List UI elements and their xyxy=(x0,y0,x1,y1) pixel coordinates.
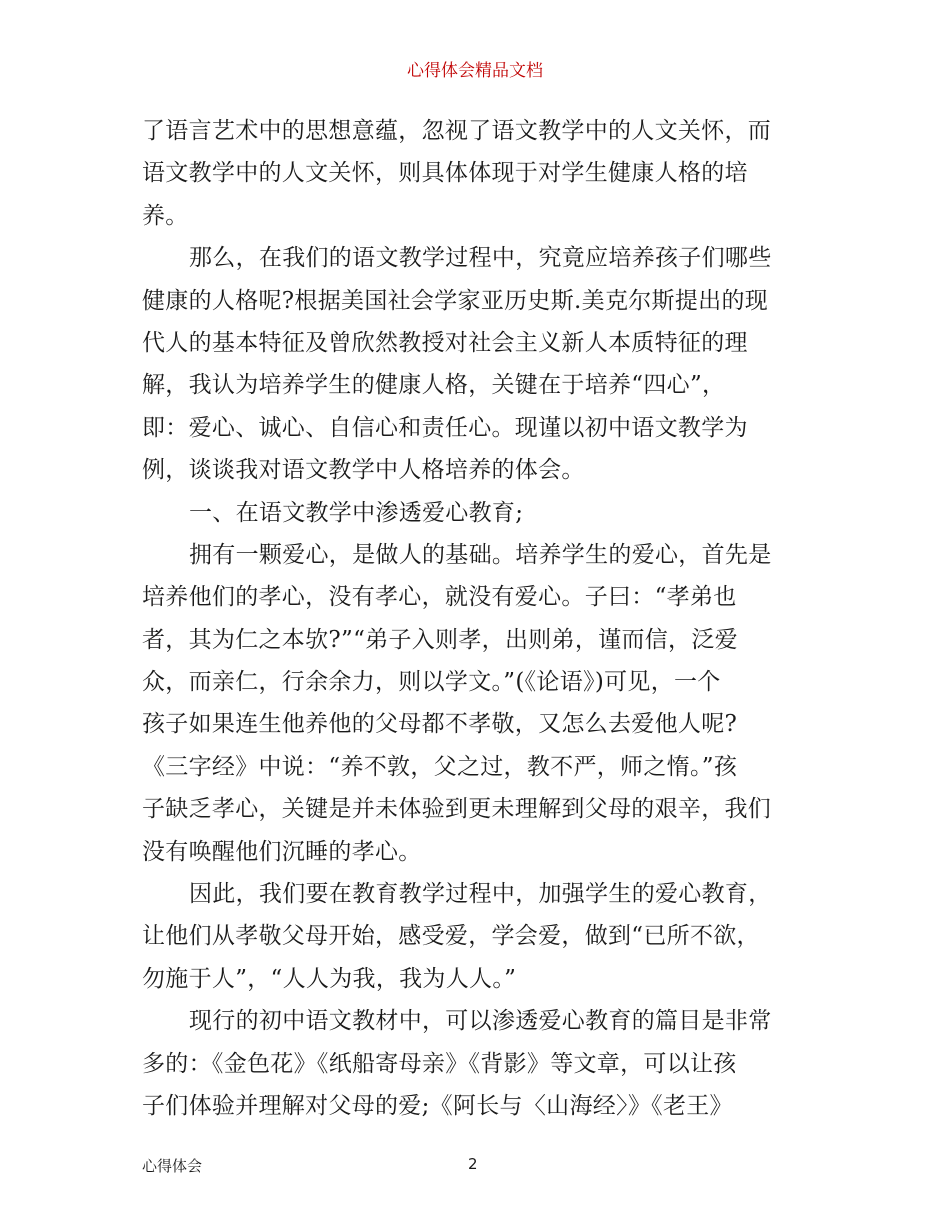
text-line: 培养他们的孝心，没有孝心，就没有爱心。子曰：“孝弟也 xyxy=(142,584,737,611)
text-line: 一、在语文教学中渗透爱心教育; xyxy=(189,499,524,526)
text-line: 养。 xyxy=(142,202,189,229)
text-line: 例，谈谈我对语文教学中人格培养的体会。 xyxy=(142,457,585,484)
text-line: 现行的初中语文教材中，可以渗透爱心教育的篇目是非常 xyxy=(189,1008,772,1035)
document-body xyxy=(142,110,812,1127)
text-line: 解，我认为培养学生的健康人格，关键在于培养“四心”， xyxy=(142,372,726,399)
page-footer xyxy=(0,1155,950,1179)
page-header xyxy=(0,56,950,81)
text-line: 者，其为仁之本欤?”“弟子入则孝，出则弟，谨而信，泛爱 xyxy=(142,626,738,653)
text-line: 子缺乏孝心，关键是并未体验到更未理解到父母的艰辛，我们 xyxy=(142,796,772,823)
text-line: 《三字经》中说：“养不敦，父之过，教不严，师之惰。”孩 xyxy=(142,753,738,780)
header-title: 心得体会精品文档 xyxy=(407,61,543,81)
text-line: 那么，在我们的语文教学过程中，究竟应培养孩子们哪些 xyxy=(189,245,772,272)
text-line: 了语言艺术中的思想意蕴，忽视了语文教学中的人文关怀，而 xyxy=(142,118,772,144)
page-number: 2 xyxy=(468,1155,478,1173)
text-line: 让他们从孝敬父母开始，感受爱，学会爱，做到“已所不欲， xyxy=(142,923,760,950)
text-line: 多的：《金色花》《纸船寄母亲》《背影》等文章，可以让孩 xyxy=(142,1050,737,1077)
text-line: 即：爱心、诚心、自信心和责任心。现谨以初中语文教学为 xyxy=(142,414,748,441)
text-line: 勿施于人”，“人人为我，我为人人。” xyxy=(142,965,517,992)
text-line: 孩子如果连生他养他的父母都不孝敬，又怎么去爱他人呢? xyxy=(142,711,738,738)
text-line: 语文教学中的人文关怀，则具体体现于对学生健康人格的培 xyxy=(142,160,748,187)
text-line: 拥有一颗爱心，是做人的基础。培养学生的爱心，首先是 xyxy=(189,541,772,568)
text-line: 代人的基本特征及曾欣然教授对社会主义新人本质特征的理 xyxy=(142,329,748,356)
text-line: 众，而亲仁，行余余力，则以学文。”(《论语》)可见，一个 xyxy=(142,669,721,696)
text-line: 子们体验并理解对父母的爱;《阿长与〈山海经〉》《老王》 xyxy=(142,1092,733,1119)
text-line: 没有唤醒他们沉睡的孝心。 xyxy=(142,838,422,865)
text-line: 健康的人格呢?根据美国社会学家亚历史斯.美克尔斯提出的现 xyxy=(142,287,769,314)
text-line: 因此，我们要在教育教学过程中，加强学生的爱心教育， xyxy=(189,881,772,908)
footer-label: 心得体会 xyxy=(142,1157,203,1175)
